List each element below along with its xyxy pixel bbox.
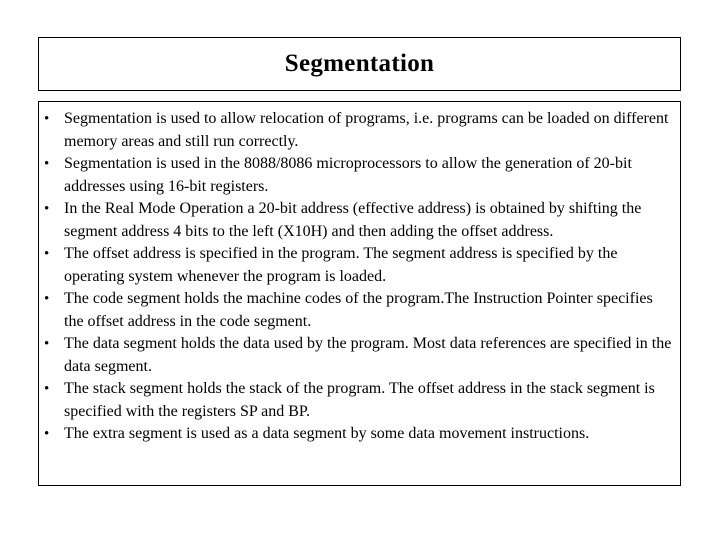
bullet-item	[39, 378, 674, 423]
bullet-text: In the Real Mode Operation a 20-bit address (effective address) is obtained by shifting the segment address 4 bits to the left (X10H) and then adding the offset address.	[64, 200, 642, 240]
bullet-item	[39, 243, 674, 288]
bullet-item	[39, 108, 674, 153]
bullet-icon: •	[44, 201, 50, 217]
bullet-item	[39, 153, 674, 198]
bullet-list	[39, 108, 674, 446]
bullet-item	[39, 198, 674, 243]
bullet-item	[39, 423, 674, 446]
bullet-text: The code segment holds the machine codes of the program.The Instruction Pointer specifies the offset address in the code segment.	[64, 290, 653, 330]
bullet-item	[39, 333, 674, 378]
content-box	[38, 101, 681, 486]
bullet-text: Segmentation is used to allow relocation of programs, i.e. programs can be loaded on different memory areas and still run correctly.	[64, 110, 669, 150]
bullet-icon: •	[44, 156, 50, 172]
bullet-text: Segmentation is used in the 8088/8086 microprocessors to allow the generation of 20-bit addresses using 16-bit registers.	[64, 155, 632, 195]
page-title: Segmentation	[284, 50, 435, 77]
bullet-text: The data segment holds the data used by the program. Most data references are specified in the data segment.	[64, 335, 672, 375]
bullet-text: The extra segment is used as a data segment by some data movement instructions.	[64, 425, 590, 442]
bullet-text: The offset address is specified in the program. The segment address is specified by the operating system whenever the program is loaded.	[64, 245, 618, 285]
bullet-icon: •	[44, 111, 50, 127]
bullet-icon: •	[44, 381, 50, 397]
bullet-icon: •	[44, 426, 50, 442]
title-box	[38, 37, 681, 91]
bullet-text: The stack segment holds the stack of the program. The offset address in the stack segment is specified with the registers SP and BP.	[64, 380, 655, 420]
bullet-icon: •	[44, 336, 50, 352]
bullet-item	[39, 288, 674, 333]
bullet-icon: •	[44, 291, 50, 307]
bullet-icon: •	[44, 246, 50, 262]
